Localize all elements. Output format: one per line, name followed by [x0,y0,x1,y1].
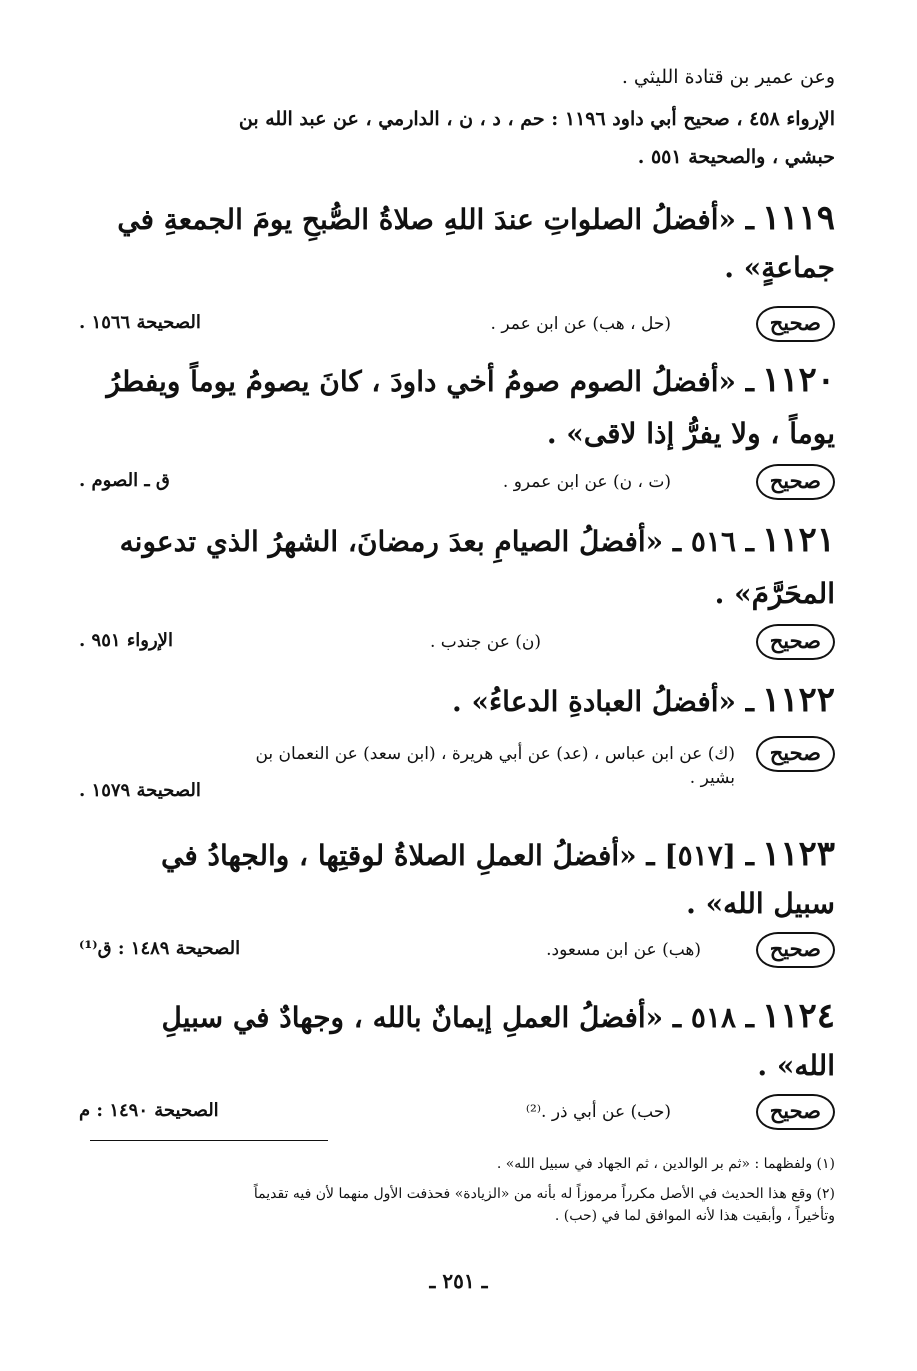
grade-badge: صحيح [756,1094,835,1130]
hadith-1124-line-1 [79,996,835,1038]
grade-badge: صحيح [756,932,835,968]
hadith-number: ١١١٩ [761,198,835,238]
reference-text: الإرواء ٩٥١ . [79,630,173,651]
hadith-1123-line-2: سبيل الله» . [686,887,835,920]
hadith-1119-line-1 [79,198,835,240]
hadith-text: ـ «أفضلُ العبادةِ الدعاءُ» . [452,685,754,718]
source-text: (هب) عن ابن مسعود. [546,940,701,960]
hadith-1122-line-1 [79,680,835,722]
hadith-1119-line-2: جماعةٍ» . [724,251,835,284]
page-number: ـ ٢٥١ ـ [429,1269,488,1293]
hadith-number: ١١٢٢ [761,680,835,720]
grade-row-1124 [79,1094,835,1130]
grade-badge: صحيح [756,624,835,660]
hadith-number: ١١٢١ [761,520,835,560]
reference-text: ق ـ الصوم . [79,470,170,491]
hadith-text: ـ ٥١٦ ـ «أفضلُ الصيامِ بعدَ رمضانَ، الشهرُ الذي تدعونه [119,525,754,558]
reference-text: الصحيحة ١٤٨٩ : ق⁽¹⁾ [79,938,241,959]
source-text: (حب) عن أبي ذر .⁽²⁾ [525,1102,671,1122]
hadith-text: ـ «أفضلُ الصوم صومُ أخي داودَ ، كانَ يصومُ يوماً ويفطرُ [106,365,754,398]
hadith-1120-line-1 [79,360,835,402]
reference-text: الصحيحة ١٤٩٠ : م [79,1100,219,1121]
hadith-1120-line-2: يوماً ، ولا يفرُّ إذا لاقى» . [546,417,835,450]
hadith-text: ـ ٥١٨ ـ «أفضلُ العملِ إيمانٌ بالله ، وجهادٌ في سبيلِ [161,1001,754,1034]
grade-row-1120 [79,464,835,500]
hadith-number: ١١٢٠ [761,360,835,400]
hadith-text: ـ [٥١٧] ـ «أفضلُ العملِ الصلاةُ لوقتِها ، والجهادُ في [161,839,754,872]
intro-line-1: وعن عمير بن قتادة الليثي . [621,66,835,88]
hadith-text: ـ «أفضلُ الصلواتِ عندَ اللهِ صلاةُ الصُّبحِ يومَ الجمعةِ في [117,203,754,236]
reference-text: الصحيحة ١٥٦٦ . [79,312,201,333]
grade-badge: صحيح [756,736,835,772]
source-line-2: بشير . [689,768,735,788]
grade-badge: صحيح [756,464,835,500]
footnote-2-line-2: وتأخيراً ، وأبقيت هذا لأنه الموافق لما في (حب) . [554,1208,835,1224]
source-line-1: (ك) عن ابن عباس ، (عد) عن أبي هريرة ، (ابن سعد) عن النعمان بن [255,744,735,764]
hadith-1121-line-2: المحَرَّمَ» . [714,577,835,610]
hadith-1124-line-2: الله» . [757,1049,835,1082]
grade-badge: صحيح [756,306,835,342]
hadith-number: ١١٢٤ [761,996,835,1036]
grade-row-1123 [79,932,835,968]
intro-line-3: حبشي ، والصحيحة ٥٥١ . [637,146,835,168]
grade-row-1121 [79,624,835,660]
hadith-1123-line-1 [79,834,835,876]
source-text: (ت ، ن) عن ابن عمرو . [502,472,671,492]
source-text: (ن) عن جندب . [429,632,541,652]
intro-line-2: الإرواء ٤٥٨ ، صحيح أبي داود ١١٩٦ : حم ، د ، ن ، الدارمي ، عن عبد الله بن [238,108,835,130]
grade-row-1119 [79,306,835,342]
footnote-2-line-1: (٢) وقع هذا الحديث في الأصل مكرراً مرموزاً له بأنه من «الزيادة» فحذفت الأول منهما لأن فيه تقديماً [253,1186,835,1202]
reference-text: الصحيحة ١٥٧٩ . [79,780,201,801]
footnote-1: (١) ولفظهما : «ثم بر الوالدين ، ثم الجهاد في سبيل الله» . [496,1156,835,1172]
hadith-1121-line-1 [79,520,835,562]
source-text: (حل ، هب) عن ابن عمر . [490,314,671,334]
footnote-separator [90,1140,328,1141]
hadith-number: ١١٢٣ [761,834,835,874]
grade-row-1122 [79,736,835,806]
